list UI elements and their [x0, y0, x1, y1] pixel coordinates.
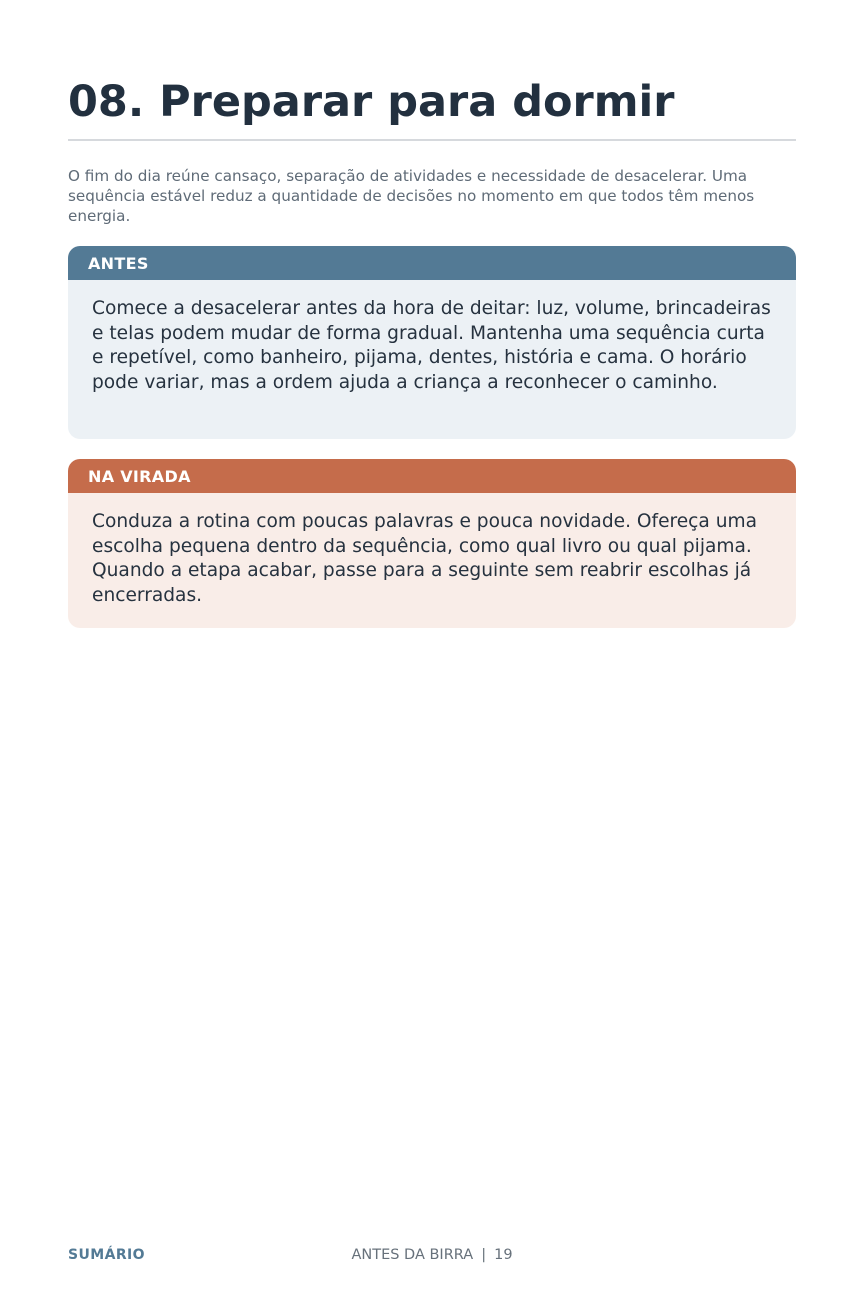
running-footer	[0, 1246, 864, 1264]
footer-separator: |	[481, 1247, 487, 1263]
before-card-label: ANTES	[68, 246, 796, 280]
page-number: 19	[494, 1247, 513, 1263]
before-card-text: Comece a desacelerar antes da hora de deitar: luz, volume, brincadeiras e telas podem mudar de forma gradual. Mantenha uma sequência curta e repetível, como banheiro, pijama, dentes, história e cama. O horário pode variar, mas a ordem ajuda a criança a reconhecer o caminho.	[68, 280, 796, 439]
turn-card-label: NA VIRADA	[68, 459, 796, 493]
turn-card	[68, 459, 796, 628]
intro-paragraph: O fim do dia reúne cansaço, separação de atividades e necessidade de desacelerar. Uma sequência estável reduz a quantidade de decisões no momento em que todos têm menos energia.	[68, 167, 755, 225]
before-card	[68, 246, 796, 439]
page-title: 08. Preparar para dormir	[68, 77, 675, 127]
turn-card-text: Conduza a rotina com poucas palavras e pouca novidade. Ofereça uma escolha pequena dentro da sequência, como qual livro ou qual pijama. Quando a etapa acabar, passe para a seguinte sem reabrir escolhas já encerradas.	[68, 493, 796, 628]
book-title: ANTES DA BIRRA	[351, 1247, 474, 1263]
table-of-contents-link[interactable]: SUMÁRIO	[68, 1247, 145, 1263]
title-divider	[68, 139, 796, 141]
